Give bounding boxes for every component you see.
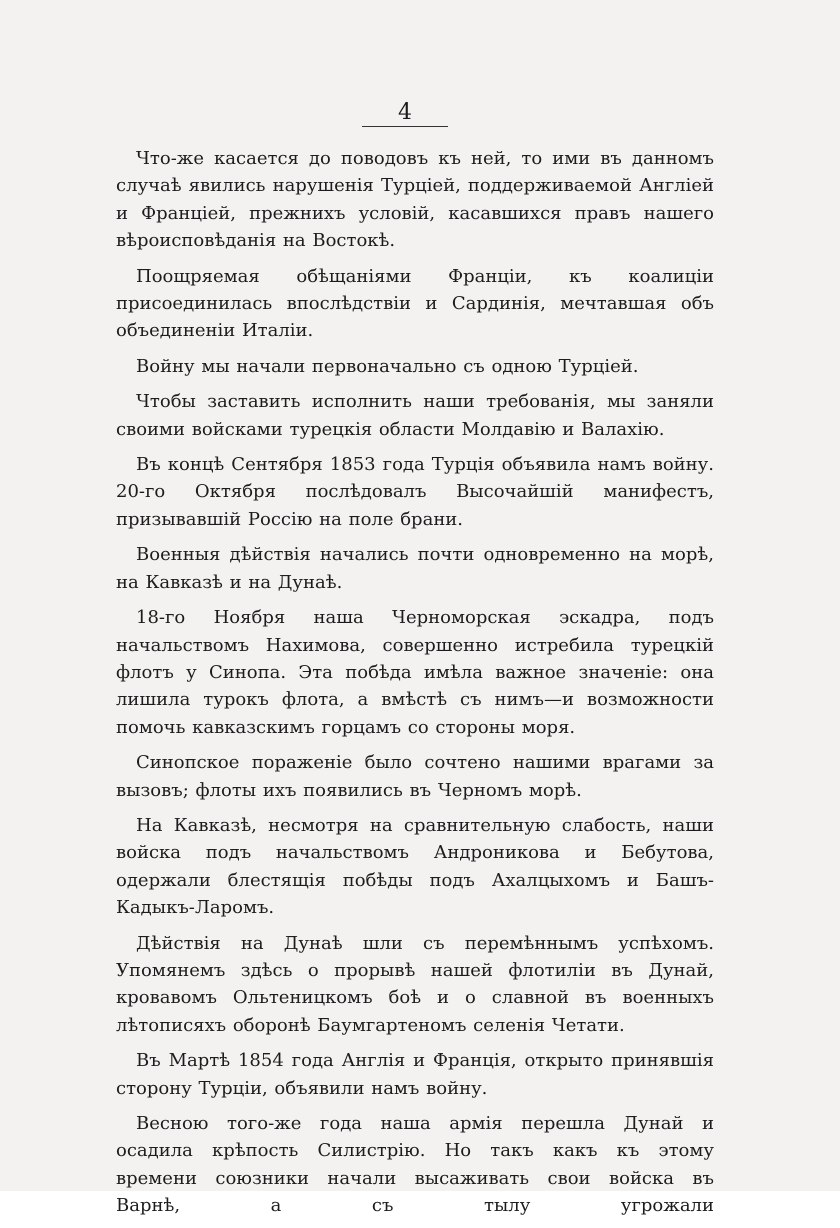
paragraph-caucasus: На Кавказѣ, несмотря на сравнительную слабость, наши войска подъ начальствомъ Андроникова и Бебутова, одержали блестящія побѣды подъ Ахалцыхомъ и Башъ-Кадыкъ-Ларомъ. — [116, 814, 714, 919]
paragraph-declaration-1853: Въ концѣ Сентября 1853 года Турція объявила намъ войну. 20-го Октября послѣдовалъ Высочайшій манифестъ, призывавшій Россію на поле брани. — [116, 454, 714, 530]
paragraph-war-with-turkey: Войну мы начали первоначально съ одною Турціей. — [136, 355, 639, 377]
paragraph-danube: Дѣйствія на Дунаѣ шли съ перемѣннымъ успѣхомъ. Упомянемъ здѣсь о прорывѣ нашей флотиліи въ Дунай, кровавомъ Ольтеницкомъ боѣ и о славной въ военныхъ лѣтописяхъ оборонѣ Баумгартеномъ селенія Четати. — [116, 932, 714, 1036]
paragraph-occupation: Чтобы заставить исполнить наши требованія, мы заняли своими войсками турецкія области Молдавію и Валахію. — [116, 391, 714, 440]
body-text — [116, 145, 714, 1228]
paragraph-sardinia: Поощряемая обѣщаніями Франціи, къ коалиціи присоединилась впослѣдствіи и Сардинія, мечтавшая объ объединеніи Италіи. — [116, 265, 714, 342]
paragraph-black-sea: Синопское пораженіе было сочтено нашими врагами за вызовъ; флоты ихъ появились въ Черномъ морѣ. — [116, 752, 714, 801]
paragraph-theaters: Военныя дѣйствія начались почти одновременно на морѣ, на Кавказѣ и на Дунаѣ. — [116, 544, 714, 593]
paragraph-silistria: Весною того-же года наша армія перешла Дунай и осадила крѣпость Силистрію. Но такъ какъ къ этому времени союзники начали высаживать свои войска въ Варнѣ, а съ тылу угрожали — [116, 1113, 714, 1217]
page-number: 4 — [398, 100, 412, 125]
paragraph-sinop: 18-го Ноября наша Черноморская эскадра, подъ начальствомъ Нахимова, совершенно истребила турецкій флотъ у Синопа. Эта побѣда имѣла важное значеніе: она лишила турокъ флота, а вмѣстѣ съ нимъ—и возможности помочь кавказскимъ горцамъ со стороны моря. — [116, 607, 714, 738]
paragraph-declaration-1854: Въ Мартѣ 1854 года Англія и Франція, открыто принявшія сторону Турціи, объявили намъ войну. — [116, 1050, 714, 1099]
paragraph-causes: Что-же касается до поводовъ къ ней, то ими въ данномъ случаѣ явились нарушенія Турціей, поддерживаемой Англіей и Франціей, прежнихъ условій, касавшихся правъ нашего вѣроисповѣданія на Востокѣ. — [116, 148, 714, 252]
page-number-rule — [362, 126, 448, 127]
page-header — [340, 100, 470, 127]
